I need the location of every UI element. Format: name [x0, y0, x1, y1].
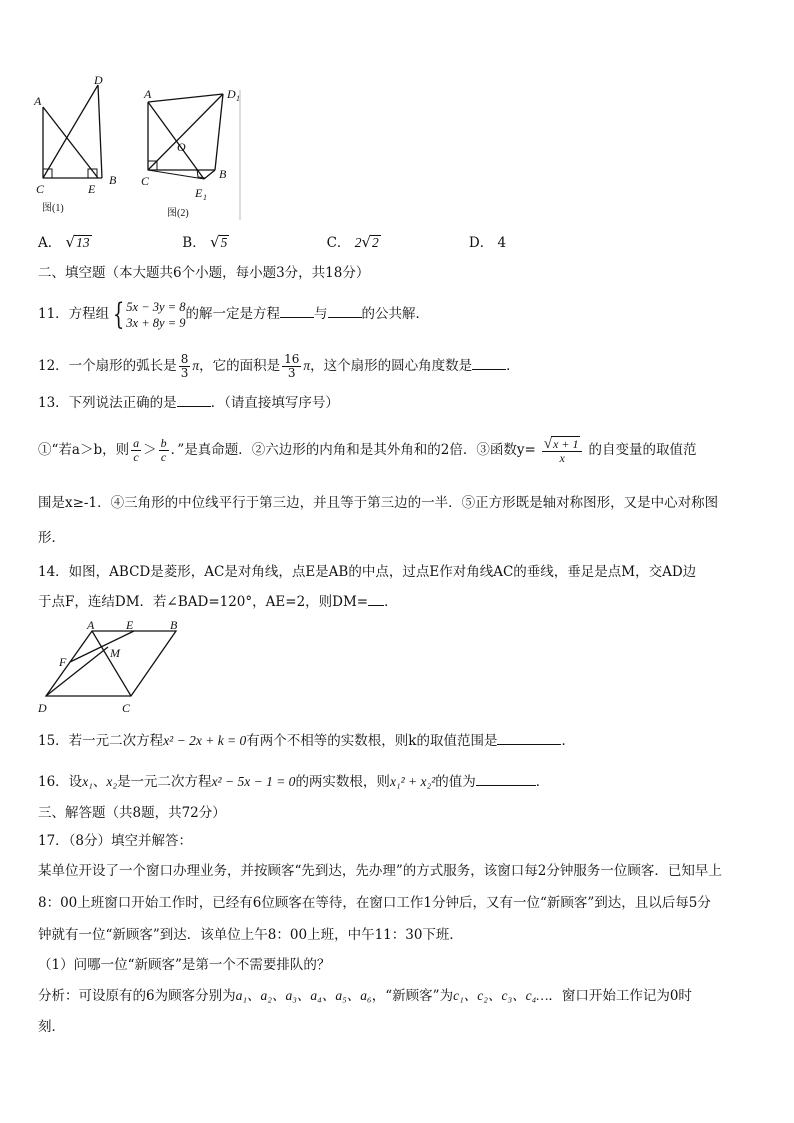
figure-2: [135, 82, 250, 220]
figure-3-diagram: [34, 618, 184, 718]
q12-prefix: 12．一个扇形的弧长是: [38, 358, 177, 374]
q16-end: ．: [535, 774, 550, 790]
option-c: [327, 232, 465, 253]
q15-prefix: 15．若一元二次方程: [38, 733, 164, 749]
question-17-title: 17．（8分）填空并解答：: [38, 833, 193, 849]
analysis-b: ，“新顾客”为: [371, 988, 454, 1004]
figure-3: [34, 618, 184, 718]
q12-end: ．: [506, 358, 520, 374]
analysis-c-variables: c₁、c₂、c₃、c₄…: [453, 988, 549, 1003]
greater-than: ＞: [143, 442, 157, 458]
q16-x1: x₁: [82, 774, 93, 789]
q16-expression: x₁² + x₂²: [389, 774, 436, 789]
option-c-radicand: 2: [372, 235, 379, 250]
q13-line1-b: ．”是真命题．②六边形的内角和是其外角和的2倍．③函数y=: [170, 442, 536, 458]
q11-and: 与: [314, 306, 328, 322]
q16-suffix: 的值为: [435, 774, 476, 790]
fig2-label-e1: E: [195, 186, 203, 200]
answer-blank: [497, 732, 561, 745]
answer-blank: [177, 394, 211, 407]
question-13-line3: 形．: [38, 530, 65, 546]
fig3-label-m: M: [110, 646, 120, 660]
figure-1-diagram: [30, 72, 130, 217]
option-d-value: 4: [497, 235, 507, 251]
option-b: [182, 232, 322, 253]
section-2-heading: 二、填空题（本大题共6个小题，每小题3分，共18分）: [38, 265, 370, 281]
analysis-c: ．窗口开始工作记为0时: [548, 988, 692, 1004]
q13-stem: 13．下列说法正确的是: [38, 395, 177, 411]
q13-line1-a: ①“若a＞b，则: [38, 442, 130, 458]
option-d-label: D．: [468, 235, 494, 251]
q13-stem-suffix: ．（请直接填写序号）: [210, 395, 339, 411]
q15-suffix: 有两个不相等的实数根，则k的取值范围是: [246, 733, 498, 749]
q16-prefix: 16．设: [38, 774, 83, 790]
fig1-label-a: A: [34, 94, 42, 108]
q11-eq1: 5x − 3y = 8: [126, 299, 186, 314]
question-13-line2: 围是x≥-1．④三角形的中位线平行于第三边，并且等于第三边的一半．⑤正方形既是轴对称图形，又是中心对称图: [38, 495, 719, 511]
answer-blank: [476, 773, 536, 786]
option-d: [469, 233, 506, 253]
question-17-analysis-end: 刻．: [38, 1019, 65, 1035]
sqrt-icon: √: [543, 436, 553, 452]
q11-prefix: 11．方程组: [38, 306, 110, 322]
q16-x2: x₂: [106, 774, 118, 789]
fig1-label-d: D: [94, 73, 103, 87]
question-14-line2: [38, 592, 764, 612]
analysis-a-variables: a₁、a₂、a₃、a₄、a₅、a₆: [235, 988, 372, 1003]
fig2-label-a: A: [144, 87, 152, 101]
option-a-label: A．: [38, 235, 62, 251]
q16-mid: 是一元二次方程: [117, 774, 212, 790]
question-14-line1: 14．如图，ABCD是菱形，AC是对角线，点E是AB的中点，过点E作对角线AC的垂线，垂足是点M，交AD边: [38, 564, 697, 580]
fig2-label-d1: D: [227, 87, 236, 101]
fig1-label-e: E: [88, 182, 96, 196]
question-13-line1: [38, 430, 764, 470]
question-11: [38, 294, 764, 334]
fig2-label-b: B: [219, 167, 227, 181]
fig3-label-e: E: [126, 618, 134, 632]
fig1-label-c: C: [36, 182, 45, 196]
pi-symbol: π: [192, 358, 200, 373]
q11-eq2: 3x + 8y = 9: [126, 315, 186, 330]
q16-equation: x² − 5x − 1 = 0: [211, 774, 296, 789]
question-17-sub1: （1）问哪一位“新顾客”是第一个不需要排队的？: [38, 957, 331, 973]
fig3-label-a: A: [87, 618, 95, 632]
fig3-label-c: C: [122, 701, 131, 715]
q10-options: [38, 232, 764, 253]
fraction-a-over-c: $\frac{a}{c}$: [133, 436, 140, 464]
answer-blank: [472, 357, 506, 370]
sqrt-icon: √: [361, 233, 372, 251]
q15-equation: x² − 2x + k = 0: [163, 733, 247, 748]
fig2-label-c: C: [141, 174, 150, 188]
q16-sep: 、: [92, 774, 107, 790]
fig2-label-e1-sub: 1: [203, 193, 207, 202]
question-12: [38, 348, 764, 384]
sqrt-icon: √: [210, 233, 220, 251]
fig3-label-f: F: [59, 655, 67, 669]
figure-1: [30, 72, 130, 217]
figure-2-diagram: [135, 82, 250, 220]
q14-line2-b: ．: [384, 594, 398, 610]
analysis-a: 分析：可设原有的6为顾客分别为: [38, 988, 236, 1004]
left-brace-icon: {: [113, 296, 125, 332]
fig2-label-d1-sub: 1: [236, 94, 240, 103]
option-c-coef: 2: [354, 235, 362, 250]
q12-mid: ，它的面积是: [199, 358, 281, 374]
sqrt-icon: √: [65, 233, 76, 251]
option-a: [38, 232, 178, 253]
area-fraction: $\frac{16}{3}$: [284, 352, 300, 380]
option-a-radicand: 13: [76, 235, 90, 250]
equation-system: [109, 296, 186, 332]
question-15: [38, 731, 764, 751]
question-16: [38, 772, 764, 792]
q14-line2-a: 于点F，连结DM．若∠BAD=120°，AE=2，则DM=: [38, 594, 369, 610]
pi-symbol: π: [303, 358, 311, 373]
fig2-label-o: O: [177, 140, 186, 154]
fig3-label-b: B: [170, 618, 178, 632]
q13-line1-c: 的自变量的取值范: [588, 442, 697, 458]
q16-mid2: 的两实数根，则: [295, 774, 390, 790]
fig1-label-b: B: [109, 173, 117, 187]
option-c-label: C．: [326, 235, 351, 251]
question-17-para1: 某单位开设了一个窗口办理业务，并按顾客“先到达，先办理”的方式服务，该窗口每2分钟服务一位顾客．已知早上: [38, 863, 722, 879]
question-17-analysis: [38, 986, 764, 1006]
fig1-caption: 图(1): [42, 203, 64, 214]
q11-mid: 的解一定是方程: [185, 306, 280, 322]
q15-end: ．: [561, 733, 575, 749]
section-3-heading: 三、解答题（共8题，共72分）: [38, 805, 226, 821]
q11-suffix: 的公共解．: [361, 306, 429, 322]
fig2-caption: 图(2): [167, 208, 189, 219]
option-b-label: B．: [182, 235, 206, 251]
arc-length-fraction: $\frac{8}{3}$: [180, 352, 189, 380]
answer-blank: [328, 305, 362, 318]
q12-suffix: ，这个扇形的圆心角度数是: [310, 358, 473, 374]
fig3-label-d: D: [38, 701, 47, 715]
q13-func-radicand: x + 1: [553, 437, 579, 451]
answer-blank: [280, 305, 314, 318]
option-b-radicand: 5: [220, 235, 228, 250]
question-17-para2: 8：00上班窗口开始工作时，已经有6位顾客在等待，在窗口工作1分钟后，又有一位“新顾客”到达，且以后每5分: [38, 895, 711, 911]
fraction-b-over-c: $\frac{b}{c}$: [160, 436, 167, 464]
question-17-para3: 钟就有一位“新顾客”到达．该单位上午8：00上班，中午11：30下班．: [38, 927, 463, 943]
question-13-stem: [38, 393, 764, 413]
function-fraction: $\frac{√x + 1}{x}$: [542, 436, 583, 465]
answer-blank: [368, 593, 384, 606]
